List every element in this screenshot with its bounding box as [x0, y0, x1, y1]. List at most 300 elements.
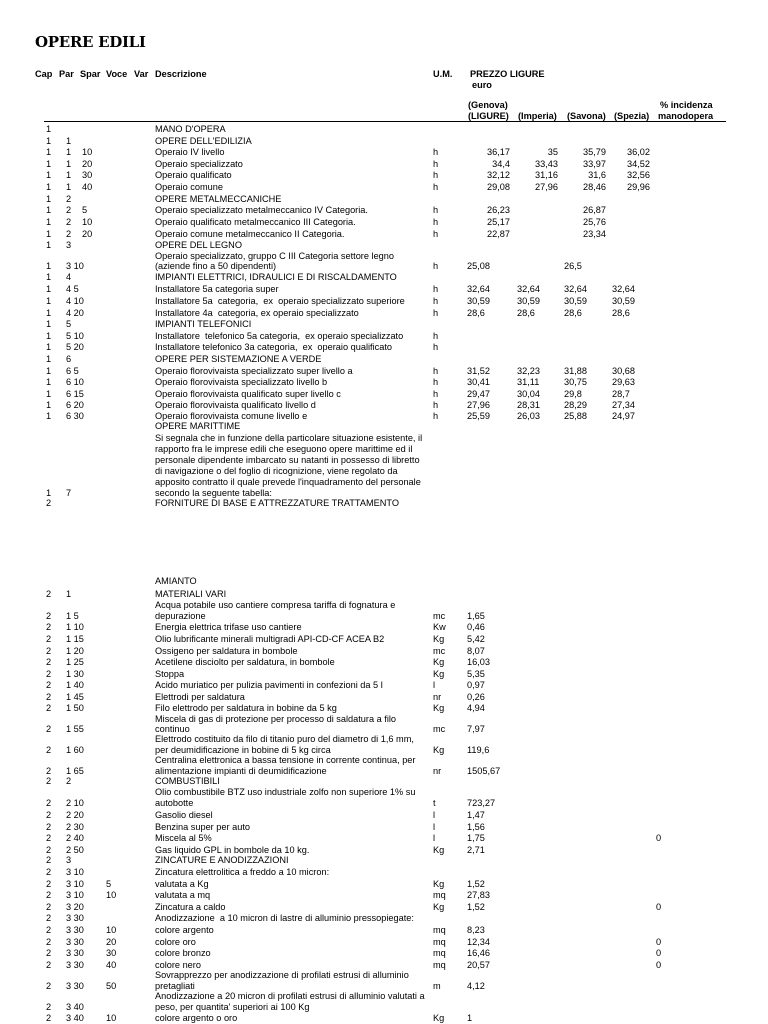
cell-price-liguri: 34,4 [492, 159, 510, 169]
cell-descrizione: Miscela di gas di protezione per processo di saldatura a filo [155, 714, 397, 724]
cell-descrizione: Installatore 4a categoria, ex operaio specializzato [155, 308, 359, 318]
cell-cap: 2 [46, 703, 52, 713]
cell-cap: 2 [46, 776, 52, 786]
cell-par: 3 10 [66, 867, 84, 877]
cell-par: 2 30 [66, 822, 84, 832]
cell-descrizione: Acqua potabile uso cantiere compresa tariffa di fognatura e [155, 600, 396, 610]
cell-cap: 2 [46, 766, 52, 776]
cell-cap: 2 [46, 925, 52, 935]
cell-cap: 1 [46, 411, 52, 421]
cell-price-spezia: 30,59 [612, 296, 635, 306]
cell-par: 3 30 [66, 925, 84, 935]
cell-par: 3 30 [66, 948, 84, 958]
cell-price-spezia: 29,63 [612, 377, 635, 387]
cell-descrizione: Operaio specializzato [155, 159, 243, 169]
cell-par: 5 20 [66, 342, 84, 352]
header-divider [44, 121, 726, 122]
cell-descrizione: Operaio specializzato, gruppo C III Categoria settore legno [155, 251, 395, 261]
cell-cap: 2 [46, 913, 52, 923]
cell-descrizione: Energia elettrica trifase uso cantiere [155, 622, 302, 632]
cell-price-savona: 32,64 [564, 284, 587, 294]
cell-price-savona: 23,34 [583, 229, 606, 239]
cell-descrizione: OPERE DELL'EDILIZIA [155, 136, 252, 146]
cell-par: 2 50 [66, 845, 84, 855]
cell-cap: 1 [46, 159, 52, 169]
cell-descrizione: OPERE PER SISTEMAZIONE A VERDE [155, 354, 322, 364]
cell-price-liguri: 1,52 [467, 879, 485, 889]
cell-par: 1 [66, 136, 72, 146]
cell-price-savona: 35,79 [583, 147, 606, 157]
cell-descrizione: Operaio comune metalmeccanico II Categoria. [155, 229, 345, 239]
cell-cap: 1 [46, 331, 52, 341]
cell-cap: 2 [46, 1002, 52, 1012]
cell-voce: 20 [106, 937, 117, 947]
cell-spar: 20 [82, 229, 93, 239]
cell-price-spezia: 28,6 [612, 308, 630, 318]
cell-incidenza: 0 [656, 960, 662, 970]
cell-cap: 2 [46, 902, 52, 912]
cell-par: 5 10 [66, 331, 84, 341]
cell-um: h [433, 205, 439, 215]
cell-cap: 1 [46, 272, 52, 282]
cell-um: h [433, 400, 439, 410]
cell-spar: 40 [82, 182, 93, 192]
cell-descrizione: colore argento [155, 925, 214, 935]
cell-par: 1 50 [66, 703, 84, 713]
cell-price-savona: 26,5 [564, 261, 582, 271]
cell-voce: 30 [106, 948, 117, 958]
cell-um: mc [433, 611, 446, 621]
cell-price-liguri: 8,23 [467, 925, 485, 935]
cell-price-spezia: 30,68 [612, 366, 635, 376]
cell-price-spezia: 27,34 [612, 400, 635, 410]
cell-par: 7 [66, 488, 72, 498]
cell-descrizione: Operaio florovivaista specializzato livello b [155, 377, 328, 387]
cell-price-liguri: 8,07 [467, 646, 485, 656]
cell-um: h [433, 389, 439, 399]
cell-descrizione: autobotte [155, 798, 194, 808]
cell-par: 2 10 [66, 798, 84, 808]
header-cap: Cap [35, 69, 53, 79]
cell-incidenza: 0 [656, 937, 662, 947]
cell-descrizione: Gas liquido GPL in bombole da 10 kg. [155, 845, 310, 855]
cell-cap: 1 [46, 319, 52, 329]
cell-cap: 2 [46, 669, 52, 679]
cell-price-liguri: 28,6 [467, 308, 485, 318]
cell-cap: 1 [46, 366, 52, 376]
cell-par: 2 [66, 205, 72, 215]
cell-um: Kg [433, 1013, 445, 1023]
cell-cap: 1 [46, 182, 52, 192]
cell-price-liguri: 4,12 [467, 981, 485, 991]
header-voce: Voce [106, 69, 128, 79]
cell-um: nr [433, 692, 442, 702]
cell-descrizione: Anodizzazione a 20 micron di profilati estrusi di alluminio valutati a [155, 991, 425, 1001]
cell-descrizione: Filo elettrodo per saldatura in bobine da 5 kg [155, 703, 337, 713]
cell-descrizione: Installatore 5a categoria super [155, 284, 279, 294]
cell-cap: 2 [46, 822, 52, 832]
cell-voce: 50 [106, 981, 117, 991]
cell-descrizione: Elettrodo costituito da filo di titanio puro del diametro di 1,6 mm, [155, 734, 414, 744]
cell-price-spezia: 34,52 [627, 159, 650, 169]
cell-um: Kw [433, 622, 446, 632]
cell-um: nr [433, 766, 442, 776]
header-var: Var [134, 69, 149, 79]
cell-descrizione: colore argento o oro [155, 1013, 238, 1023]
cell-price-liguri: 1505,67 [467, 766, 501, 776]
cell-price-imperia: 31,11 [517, 377, 540, 387]
cell-descrizione: colore bronzo [155, 948, 211, 958]
cell-price-liguri: 32,64 [467, 284, 490, 294]
cell-price-liguri: 5,42 [467, 634, 485, 644]
cell-um: h [433, 296, 439, 306]
cell-cap: 2 [46, 798, 52, 808]
cell-cap: 1 [46, 240, 52, 250]
cell-par: 4 10 [66, 296, 84, 306]
cell-descrizione: MATERIALI VARI [155, 589, 227, 599]
cell-cap: 2 [46, 657, 52, 667]
cell-par: 1 60 [66, 745, 84, 755]
cell-descrizione: personale dipendente imbarcato su natanti in possesso di libretto [155, 455, 420, 465]
cell-descrizione: depurazione [155, 611, 206, 621]
cell-par: 3 30 [66, 960, 84, 970]
cell-descrizione: di navigazione o del foglio di ricognizione, viene regolato da [155, 466, 398, 476]
cell-price-liguri: 32,12 [487, 170, 510, 180]
cell-spar: 10 [82, 147, 93, 157]
cell-descrizione: Acido muriatico per pulizia pavimenti in confezioni da 5 l [155, 680, 383, 690]
cell-um: mq [433, 890, 446, 900]
cell-cap: 2 [46, 724, 52, 734]
cell-um: Kg [433, 745, 445, 755]
header-liguri: (LIGURE) [468, 111, 509, 121]
cell-descrizione: OPERE DEL LEGNO [155, 240, 242, 250]
cell-par: 3 40 [66, 1002, 84, 1012]
cell-um: h [433, 261, 439, 271]
cell-price-liguri: 12,34 [467, 937, 490, 947]
cell-price-imperia: 30,59 [517, 296, 540, 306]
cell-cap: 2 [46, 879, 52, 889]
cell-price-liguri: 20,57 [467, 960, 490, 970]
cell-cap: 1 [46, 377, 52, 387]
cell-cap: 2 [46, 845, 52, 855]
cell-price-liguri: 1,52 [467, 902, 485, 912]
cell-um: l [433, 810, 436, 820]
cell-par: 1 [66, 589, 72, 599]
cell-par: 5 [66, 319, 72, 329]
cell-price-savona: 28,46 [583, 182, 606, 192]
cell-descrizione: Olio lubrificante minerali multigradi API-CD-CF ACEA B2 [155, 634, 385, 644]
cell-incidenza: 0 [656, 902, 662, 912]
cell-price-liguri: 1,56 [467, 822, 485, 832]
cell-par: 4 [66, 272, 72, 282]
cell-descrizione: (aziende fino a 50 dipendenti) [155, 261, 277, 271]
cell-price-liguri: 27,96 [467, 400, 490, 410]
cell-spar: 10 [82, 217, 93, 227]
cell-price-liguri: 5,35 [467, 669, 485, 679]
cell-cap: 1 [46, 124, 52, 134]
header-manodopera: manodopera [658, 111, 714, 121]
cell-cap: 1 [46, 284, 52, 294]
cell-price-liguri: 7,97 [467, 724, 485, 734]
cell-descrizione: per deumidificazione in bobine di 5 kg circa [155, 745, 331, 755]
cell-par: 1 30 [66, 669, 84, 679]
cell-price-liguri: 16,03 [467, 657, 490, 667]
header-um: U.M. [433, 69, 453, 79]
cell-price-liguri: 31,52 [467, 366, 490, 376]
cell-price-imperia: 35 [547, 147, 558, 157]
cell-par: 4 20 [66, 308, 84, 318]
cell-par: 3 10 [66, 890, 84, 900]
cell-par: 2 20 [66, 810, 84, 820]
cell-price-liguri: 30,41 [467, 377, 490, 387]
cell-cap: 1 [46, 217, 52, 227]
cell-descrizione: Elettrodi per saldatura [155, 692, 245, 702]
cell-price-imperia: 27,96 [535, 182, 558, 192]
cell-descrizione: Operaio florovivaista qualificato super livello c [155, 389, 341, 399]
cell-par: 1 55 [66, 724, 84, 734]
cell-descrizione: Acetilene disciolto per saldatura, in bombole [155, 657, 335, 667]
cell-price-liguri: 1 [467, 1013, 473, 1023]
cell-um: h [433, 170, 439, 180]
cell-um: mc [433, 646, 446, 656]
cell-descrizione: Sovrapprezzo per anodizzazione di profilati estrusi di alluminio [155, 970, 409, 980]
cell-cap: 1 [46, 389, 52, 399]
cell-descrizione: Zincatura elettrolitica a freddo a 10 micron: [155, 867, 330, 877]
cell-price-savona: 28,29 [564, 400, 587, 410]
cell-par: 4 5 [66, 284, 79, 294]
cell-um: mc [433, 724, 446, 734]
cell-um: mq [433, 925, 446, 935]
cell-um: Kg [433, 845, 445, 855]
cell-price-spezia: 24,97 [612, 411, 635, 421]
cell-descrizione: IMPIANTI TELEFONICI [155, 319, 252, 329]
cell-descrizione: Operaio florovivaista qualificato livello d [155, 400, 316, 410]
cell-par: 6 [66, 354, 72, 364]
cell-descrizione: continuo [155, 724, 190, 734]
cell-price-liguri: 36,17 [487, 147, 510, 157]
cell-voce: 10 [106, 925, 117, 935]
cell-descrizione: colore nero [155, 960, 201, 970]
cell-cap: 1 [46, 354, 52, 364]
cell-descrizione: Benzina super per auto [155, 822, 251, 832]
cell-par: 1 10 [66, 622, 84, 632]
cell-price-savona: 30,75 [564, 377, 587, 387]
cell-price-liguri: 29,47 [467, 389, 490, 399]
cell-price-savona: 29,8 [564, 389, 582, 399]
cell-um: mq [433, 948, 446, 958]
cell-descrizione: Centralina elettronica a bassa tensione in corrente continua, per [155, 755, 416, 765]
cell-par: 1 [66, 159, 72, 169]
cell-cap: 1 [46, 296, 52, 306]
cell-cap: 2 [46, 622, 52, 632]
cell-spar: 20 [82, 159, 93, 169]
cell-um: l [433, 680, 436, 690]
cell-price-savona: 25,88 [564, 411, 587, 421]
cell-um: l [433, 833, 436, 843]
cell-price-liguri: 723,27 [467, 798, 496, 808]
cell-descrizione: Operaio florovivaista specializzato super livello a [155, 366, 353, 376]
cell-cap: 1 [46, 229, 52, 239]
cell-price-liguri: 22,87 [487, 229, 510, 239]
cell-cap: 2 [46, 833, 52, 843]
cell-descrizione: peso, per quantita' superiori ai 100 Kg [155, 1002, 310, 1012]
cell-par: 6 15 [66, 389, 84, 399]
cell-price-spezia: 36,02 [627, 147, 650, 157]
cell-descrizione: Ossigeno per saldatura in bombole [155, 646, 298, 656]
cell-cap: 2 [46, 960, 52, 970]
cell-descrizione: Operaio qualificato [155, 170, 232, 180]
cell-price-savona: 30,59 [564, 296, 587, 306]
cell-um: h [433, 159, 439, 169]
cell-par: 2 [66, 776, 72, 786]
cell-um: t [433, 798, 436, 808]
cell-price-liguri: 25,17 [487, 217, 510, 227]
cell-um: h [433, 377, 439, 387]
cell-price-imperia: 33,43 [535, 159, 558, 169]
cell-um: l [433, 822, 436, 832]
cell-um: Kg [433, 669, 445, 679]
cell-voce: 10 [106, 1013, 117, 1023]
cell-descrizione: Installatore telefonico 5a categoria, ex operaio specializzato [155, 331, 404, 341]
cell-par: 1 65 [66, 766, 84, 776]
cell-cap: 1 [46, 261, 52, 271]
cell-price-liguri: 119,6 [467, 745, 490, 755]
cell-par: 2 [66, 194, 72, 204]
cell-um: h [433, 331, 439, 341]
cell-cap: 2 [46, 1013, 52, 1023]
cell-descrizione: COMBUSTIBILI [155, 776, 220, 786]
cell-par: 1 5 [66, 611, 79, 621]
cell-cap: 1 [46, 400, 52, 410]
cell-cap: 2 [46, 855, 52, 865]
cell-par: 1 [66, 147, 72, 157]
cell-um: Kg [433, 879, 445, 889]
cell-descrizione: AMIANTO [155, 576, 197, 586]
cell-par: 3 10 [66, 261, 84, 271]
cell-par: 2 [66, 217, 72, 227]
header-savona: (Savona) [567, 111, 606, 121]
cell-price-imperia: 30,04 [517, 389, 540, 399]
header-descrizione: Descrizione [155, 69, 207, 79]
cell-cap: 2 [46, 948, 52, 958]
cell-cap: 2 [46, 611, 52, 621]
cell-descrizione: ZINCATURE E ANODIZZAZIONI [155, 855, 289, 865]
cell-descrizione: Gasolio diesel [155, 810, 213, 820]
cell-price-liguri: 16,46 [467, 948, 490, 958]
cell-par: 3 20 [66, 902, 84, 912]
cell-price-liguri: 0,26 [467, 692, 485, 702]
header-prezzo: PREZZO LIGURE [470, 69, 545, 79]
cell-par: 1 [66, 182, 72, 192]
cell-par: 3 10 [66, 879, 84, 889]
cell-par: 1 40 [66, 680, 84, 690]
cell-descrizione: Operaio IV livello [155, 147, 225, 157]
cell-price-imperia: 32,64 [517, 284, 540, 294]
cell-cap: 1 [46, 136, 52, 146]
header-euro: euro [472, 80, 492, 90]
cell-descrizione: pretagliati [155, 981, 195, 991]
cell-cap: 1 [46, 342, 52, 352]
cell-par: 2 [66, 229, 72, 239]
cell-price-liguri: 27,83 [467, 890, 490, 900]
cell-par: 1 [66, 170, 72, 180]
cell-price-savona: 33,97 [583, 159, 606, 169]
cell-cap: 2 [46, 867, 52, 877]
header-spezia: (Spezia) [614, 111, 650, 121]
cell-price-savona: 31,88 [564, 366, 587, 376]
cell-descrizione: Operaio florovivaista comune livello e [155, 411, 308, 421]
cell-um: m [433, 981, 441, 991]
cell-descrizione: rapporto fra le imprese edili che eseguono opere marittime ed il [155, 444, 413, 454]
cell-price-spezia: 29,96 [627, 182, 650, 192]
cell-descrizione: Operaio specializzato metalmeccanico IV Categoria. [155, 205, 368, 215]
cell-price-spezia: 32,64 [612, 284, 635, 294]
cell-um: mq [433, 960, 446, 970]
cell-cap: 1 [46, 488, 52, 498]
cell-voce: 5 [106, 879, 112, 889]
header-genova: (Genova) [468, 100, 508, 110]
cell-descrizione: Si segnala che in funzione della particolare situazione esistente, il [155, 433, 423, 443]
cell-voce: 40 [106, 960, 117, 970]
cell-price-liguri: 0,97 [467, 680, 485, 690]
cell-par: 1 45 [66, 692, 84, 702]
cell-descrizione: Installatore telefonico 3a categoria, ex operaio qualificato [155, 342, 392, 352]
cell-descrizione: Olio combustibile BTZ uso industriale zolfo non superiore 1% su [155, 787, 416, 797]
cell-price-liguri: 26,23 [487, 205, 510, 215]
cell-descrizione: Operaio qualificato metalmeccanico III Categoria. [155, 217, 356, 227]
cell-descrizione: MANO D'OPERA [155, 124, 226, 134]
cell-descrizione: Stoppa [155, 669, 185, 679]
cell-cap: 2 [46, 692, 52, 702]
cell-descrizione: IMPIANTI ELETTRICI, IDRAULICI E DI RISCALDAMENTO [155, 272, 397, 282]
cell-par: 3 [66, 855, 72, 865]
cell-descrizione: valutata a Kg [155, 879, 209, 889]
cell-incidenza: 0 [656, 948, 662, 958]
cell-incidenza: 0 [656, 833, 662, 843]
cell-descrizione: apposito contratto il quale prevede l'inquadramento del personale [155, 477, 421, 487]
cell-par: 3 40 [66, 1013, 84, 1023]
cell-descrizione: FORNITURE DI BASE E ATTREZZATURE TRATTAMENTO [155, 498, 399, 508]
cell-descrizione: valutata a mq [155, 890, 211, 900]
cell-descrizione: alimentazione impianti di deumidificazione [155, 766, 327, 776]
cell-cap: 2 [46, 937, 52, 947]
header-incidenza: % incidenza [660, 100, 713, 110]
cell-cap: 1 [46, 194, 52, 204]
cell-price-liguri: 4,94 [467, 703, 485, 713]
cell-par: 1 15 [66, 634, 84, 644]
cell-par: 2 40 [66, 833, 84, 843]
cell-par: 3 30 [66, 981, 84, 991]
cell-price-savona: 31,6 [588, 170, 606, 180]
cell-um: h [433, 366, 439, 376]
cell-descrizione: Zincatura a caldo [155, 902, 226, 912]
cell-cap: 2 [46, 890, 52, 900]
header-imperia: (Imperia) [518, 111, 557, 121]
cell-spar: 5 [82, 205, 88, 215]
cell-price-savona: 26,87 [583, 205, 606, 215]
cell-descrizione: Installatore 5a categoria, ex operaio specializzato superiore [155, 296, 405, 306]
cell-par: 1 25 [66, 657, 84, 667]
cell-price-spezia: 32,56 [627, 170, 650, 180]
cell-price-imperia: 26,03 [517, 411, 540, 421]
cell-cap: 2 [46, 589, 52, 599]
cell-par: 6 5 [66, 366, 79, 376]
header-par: Par [59, 69, 74, 79]
cell-price-liguri: 29,08 [487, 182, 510, 192]
cell-um: Kg [433, 703, 445, 713]
cell-cap: 2 [46, 680, 52, 690]
cell-price-savona: 28,6 [564, 308, 582, 318]
